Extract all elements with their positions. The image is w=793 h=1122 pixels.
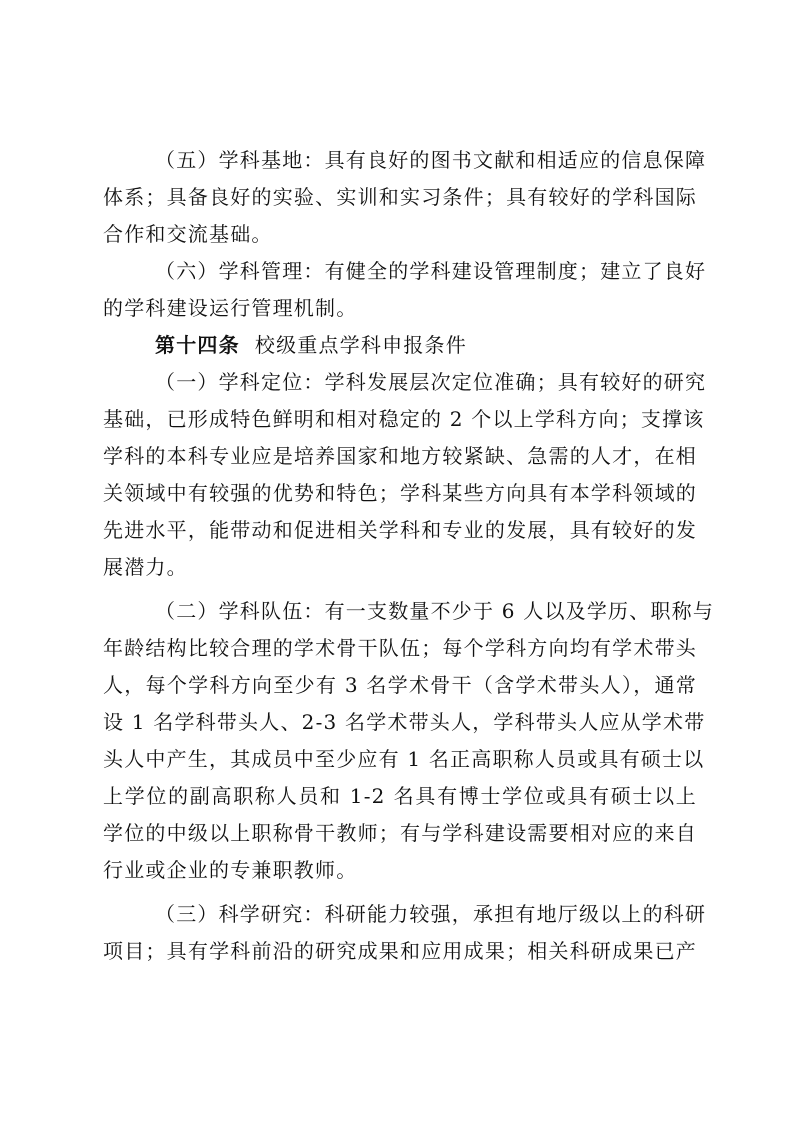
paragraph-3-research	[103, 896, 707, 970]
document-page	[103, 142, 715, 970]
text-line: 基础，已形成特色鲜明和相对稳定的 2 个以上学科方向；支撑该	[103, 407, 705, 431]
paragraph-1-positioning	[103, 364, 707, 586]
text-line: （一）学科定位：学科发展层次定位准确；具有较好的研究	[155, 370, 707, 394]
text-line: 展潜力。	[103, 555, 188, 579]
article-title	[103, 327, 697, 364]
text-line: （五）学科基地：具有良好的图书文献和相适应的信息保障	[155, 148, 707, 172]
text-line: 关领域中有较强的优势和特色；学科某些方向具有本学科领域的	[103, 481, 697, 505]
paragraph-2-team	[103, 593, 715, 889]
text-line: （六）学科管理：有健全的学科建设管理制度；建立了良好	[155, 259, 707, 283]
text-line: 行业或企业的专兼职教师。	[103, 858, 358, 882]
text-line: 设 1 名学科带头人、2-3 名学术带头人，学科带头人应从学术带	[103, 710, 706, 734]
text-line: 上学位的副高职称人员和 1-2 名具有博士学位或具有硕士以上	[103, 784, 697, 808]
text-line: 学科的本科专业应是培养国家和地方较紧缺、急需的人才，在相	[103, 444, 697, 468]
text-line: 先进水平，能带动和促进相关学科和专业的发展，具有较好的发	[103, 518, 697, 542]
text-line: 项目；具有学科前沿的研究成果和应用成果；相关科研成果已产	[103, 939, 697, 963]
paragraph-6-management	[103, 253, 707, 327]
text-line: 头人中产生，其成员中至少应有 1 名正高职称人员或具有硕士以	[103, 747, 705, 771]
text-line: （二）学科队伍：有一支数量不少于 6 人以及学历、职称与	[155, 599, 715, 623]
text-line: 体系；具备良好的实验、实训和实习条件；具有较好的学科国际	[103, 185, 697, 209]
article-subject: 校级重点学科申报条件	[239, 333, 467, 357]
article-number: 第十四条	[155, 333, 240, 357]
article-heading	[103, 327, 697, 364]
text-line: 合作和交流基础。	[103, 222, 273, 246]
paragraph-5-base	[103, 142, 707, 253]
text-line: （三）科学研究：科研能力较强，承担有地厅级以上的科研	[155, 902, 707, 926]
text-line: 人，每个学科方向至少有 3 名学术骨干（含学术带头人），通常	[103, 673, 697, 697]
text-line: 的学科建设运行管理机制。	[103, 296, 358, 320]
text-line: 学位的中级以上职称骨干教师；有与学科建设需要相对应的来自	[103, 821, 697, 845]
text-line: 年龄结构比较合理的学术骨干队伍；每个学科方向均有学术带头	[103, 636, 697, 660]
